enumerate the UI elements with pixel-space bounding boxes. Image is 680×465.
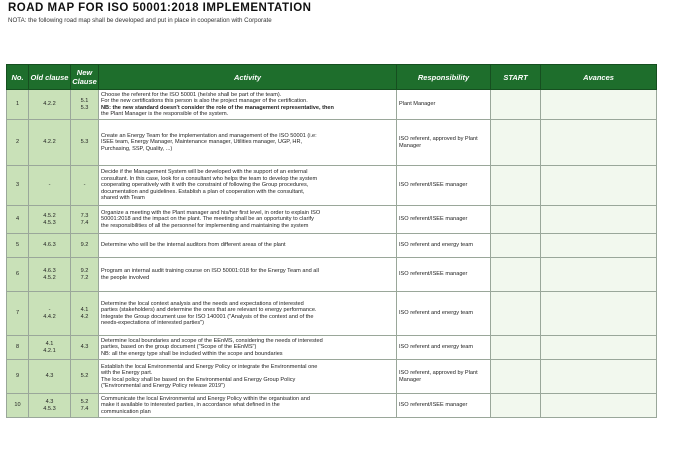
activity-line: For the new certifications this person is also the project manager of the certification.: [101, 98, 308, 105]
document-note: NOTA: the following road map shall be developed and put in place in cooperation with Corporate: [8, 17, 272, 24]
activity-cell: [99, 292, 397, 336]
table-row: [7, 90, 657, 120]
avances-cell: [541, 206, 657, 234]
avances-cell: [541, 90, 657, 120]
activity-line: NB: the new standard doesn't consider the role of the management representative, then: [101, 104, 334, 111]
avances-cell: [541, 360, 657, 394]
header-avances: Avances: [541, 65, 657, 90]
new-clause: -: [71, 166, 99, 206]
start-cell: [491, 336, 541, 360]
responsibility-cell: ISO referent/ISEE manager: [397, 394, 491, 418]
responsibility-cell: ISO referent, approved by Plant Manager: [397, 360, 491, 394]
responsibility-cell: ISO referent/ISEE manager: [397, 166, 491, 206]
activity-line: Program an internal audit training course on ISO 50001:018 for the Energy Team and all: [101, 268, 319, 275]
avances-cell: [541, 120, 657, 166]
table-row: [7, 120, 657, 166]
avances-cell: [541, 258, 657, 292]
activity-line: the Plant Manager is the responsible of the system.: [101, 110, 229, 117]
activity-line: Organize a meeting with the Plant manager and his/her first level, in order to explain ISO: [101, 209, 321, 216]
activity-cell: [99, 90, 397, 120]
activity-cell: [99, 394, 397, 418]
activity-cell: [99, 234, 397, 258]
new-clause: 5.3: [71, 120, 99, 166]
row-number: 8: [7, 336, 29, 360]
activity-cell: [99, 336, 397, 360]
header-no: No.: [7, 65, 29, 90]
new-clause: 5.2: [71, 360, 99, 394]
activity-line: Create an Energy Team for the implementation and management of the ISO 50001 (i.e:: [101, 132, 317, 139]
header-responsibility: Responsibility: [397, 65, 491, 90]
row-number: 2: [7, 120, 29, 166]
new-clause: 9.2 7.2: [71, 258, 99, 292]
activity-line: Purchasing, SSP, Quality, ...): [101, 145, 173, 152]
activity-line: the responsibilities of all the personnel for implementing and maintaining the system: [101, 222, 309, 229]
row-number: 10: [7, 394, 29, 418]
activity-line: the people involved: [101, 274, 150, 281]
table-row: [7, 394, 657, 418]
document-title: ROAD MAP FOR ISO 50001:2018 IMPLEMENTATION: [8, 2, 312, 14]
start-cell: [491, 258, 541, 292]
row-number: 1: [7, 90, 29, 120]
old-clause: -: [29, 166, 71, 206]
activity-line: make it available to interested parties, in accordance what defined in the: [101, 402, 280, 409]
activity-cell: [99, 258, 397, 292]
table-row: [7, 336, 657, 360]
activity-line: consultant. In this case, look for a consultant who helps the team to develop the system: [101, 175, 318, 182]
activity-line: The local policy shall be based on the Environmental and Energy Group Policy: [101, 376, 296, 383]
activity-line: NB: all the energy type shall be included within the scope and boundaries: [101, 350, 283, 357]
avances-cell: [541, 234, 657, 258]
old-clause: 4.6.3 4.5.2: [29, 258, 71, 292]
header-old-clause: Old clause: [29, 65, 71, 90]
old-clause: 4.3 4.5.3: [29, 394, 71, 418]
old-clause: 4.1 4.2.1: [29, 336, 71, 360]
header-start: START: [491, 65, 541, 90]
activity-line: Determine who will be the internal auditors from different areas of the plant: [101, 242, 286, 249]
table-row: [7, 206, 657, 234]
table-row: [7, 360, 657, 394]
responsibility-cell: ISO referent and energy team: [397, 234, 491, 258]
activity-line: Integrate the Group document use for ISO 140001 ("Analysis of the context and of the: [101, 313, 314, 320]
activity-line: ("Environmental and Energy Policy release 2019"): [101, 382, 225, 389]
responsibility-cell: ISO referent/ISEE manager: [397, 206, 491, 234]
activity-cell: [99, 166, 397, 206]
activity-cell: [99, 120, 397, 166]
responsibility-cell: ISO referent/ISEE manager: [397, 258, 491, 292]
new-clause: 5.2 7.4: [71, 394, 99, 418]
avances-cell: [541, 292, 657, 336]
start-cell: [491, 360, 541, 394]
responsibility-cell: ISO referent and energy team: [397, 292, 491, 336]
header-activity: Activity: [99, 65, 397, 90]
activity-line: ISEE team, Energy Manager, Maintenance manager, Utilities manager, UGP, HR,: [101, 139, 303, 146]
activity-line: Determine local boundaries and scope of the EEnMS, considering the needs of interested: [101, 337, 323, 344]
responsibility-cell: Plant Manager: [397, 90, 491, 120]
activity-line: Choose the referent for the ISO 50001 (he/she shall be part of the team).: [101, 91, 282, 98]
new-clause: 4.1 4.2: [71, 292, 99, 336]
new-clause: 5.1 5.3: [71, 90, 99, 120]
table-row: [7, 258, 657, 292]
new-clause: 7.3 7.4: [71, 206, 99, 234]
activity-cell: [99, 206, 397, 234]
responsibility-cell: ISO referent, approved by Plant Manager: [397, 120, 491, 166]
row-number: 7: [7, 292, 29, 336]
activity-line: parties, based on the group document ("Scope of the EEnMS"): [101, 344, 257, 351]
old-clause: - 4.4.2: [29, 292, 71, 336]
table-row: [7, 166, 657, 206]
table-body: [7, 90, 657, 418]
activity-line: Decide if the Management System will be developed with the support of an external: [101, 169, 308, 176]
activity-line: with the Energy part.: [101, 370, 153, 377]
avances-cell: [541, 394, 657, 418]
old-clause: 4.5.2 4.5.3: [29, 206, 71, 234]
activity-line: documentation and guidelines. Establish a plan of cooperation with the consultant,: [101, 188, 305, 195]
activity-line: Establish the local Environmental and Energy Policy or integrate the Environmental one: [101, 363, 318, 370]
activity-line: communication plan: [101, 408, 151, 415]
activity-line: Determine the local context analysis and the needs and expectations of interested: [101, 300, 304, 307]
old-clause: 4.6.3: [29, 234, 71, 258]
activity-cell: [99, 360, 397, 394]
new-clause: 4.3: [71, 336, 99, 360]
activity-line: shared with Team: [101, 195, 145, 202]
row-number: 6: [7, 258, 29, 292]
old-clause: 4.2.2: [29, 120, 71, 166]
start-cell: [491, 120, 541, 166]
avances-cell: [541, 336, 657, 360]
start-cell: [491, 90, 541, 120]
roadmap-table: [6, 64, 657, 418]
new-clause: 9.2: [71, 234, 99, 258]
activity-line: 50001:2018 and the impact on the plant. The meeting shall be an opportunity to clarify: [101, 216, 314, 223]
start-cell: [491, 166, 541, 206]
activity-line: needs-expectations of interested parties"): [101, 319, 205, 326]
row-number: 4: [7, 206, 29, 234]
header-new-clause: New Clause: [71, 65, 99, 90]
start-cell: [491, 206, 541, 234]
activity-line: Communicate the local Environmental and Energy Policy within the organisation and: [101, 395, 310, 402]
row-number: 5: [7, 234, 29, 258]
start-cell: [491, 394, 541, 418]
row-number: 9: [7, 360, 29, 394]
start-cell: [491, 292, 541, 336]
table-header-row: [7, 65, 657, 90]
responsibility-cell: ISO referent and energy team: [397, 336, 491, 360]
old-clause: 4.2.2: [29, 90, 71, 120]
table-row: [7, 234, 657, 258]
avances-cell: [541, 166, 657, 206]
start-cell: [491, 234, 541, 258]
old-clause: 4.3: [29, 360, 71, 394]
table-row: [7, 292, 657, 336]
activity-line: cooperating operatively with it with the constraint of following the Group procedures,: [101, 182, 309, 189]
row-number: 3: [7, 166, 29, 206]
activity-line: parties (stakeholders) and determine the ones that are relevant to energy performance.: [101, 307, 317, 314]
